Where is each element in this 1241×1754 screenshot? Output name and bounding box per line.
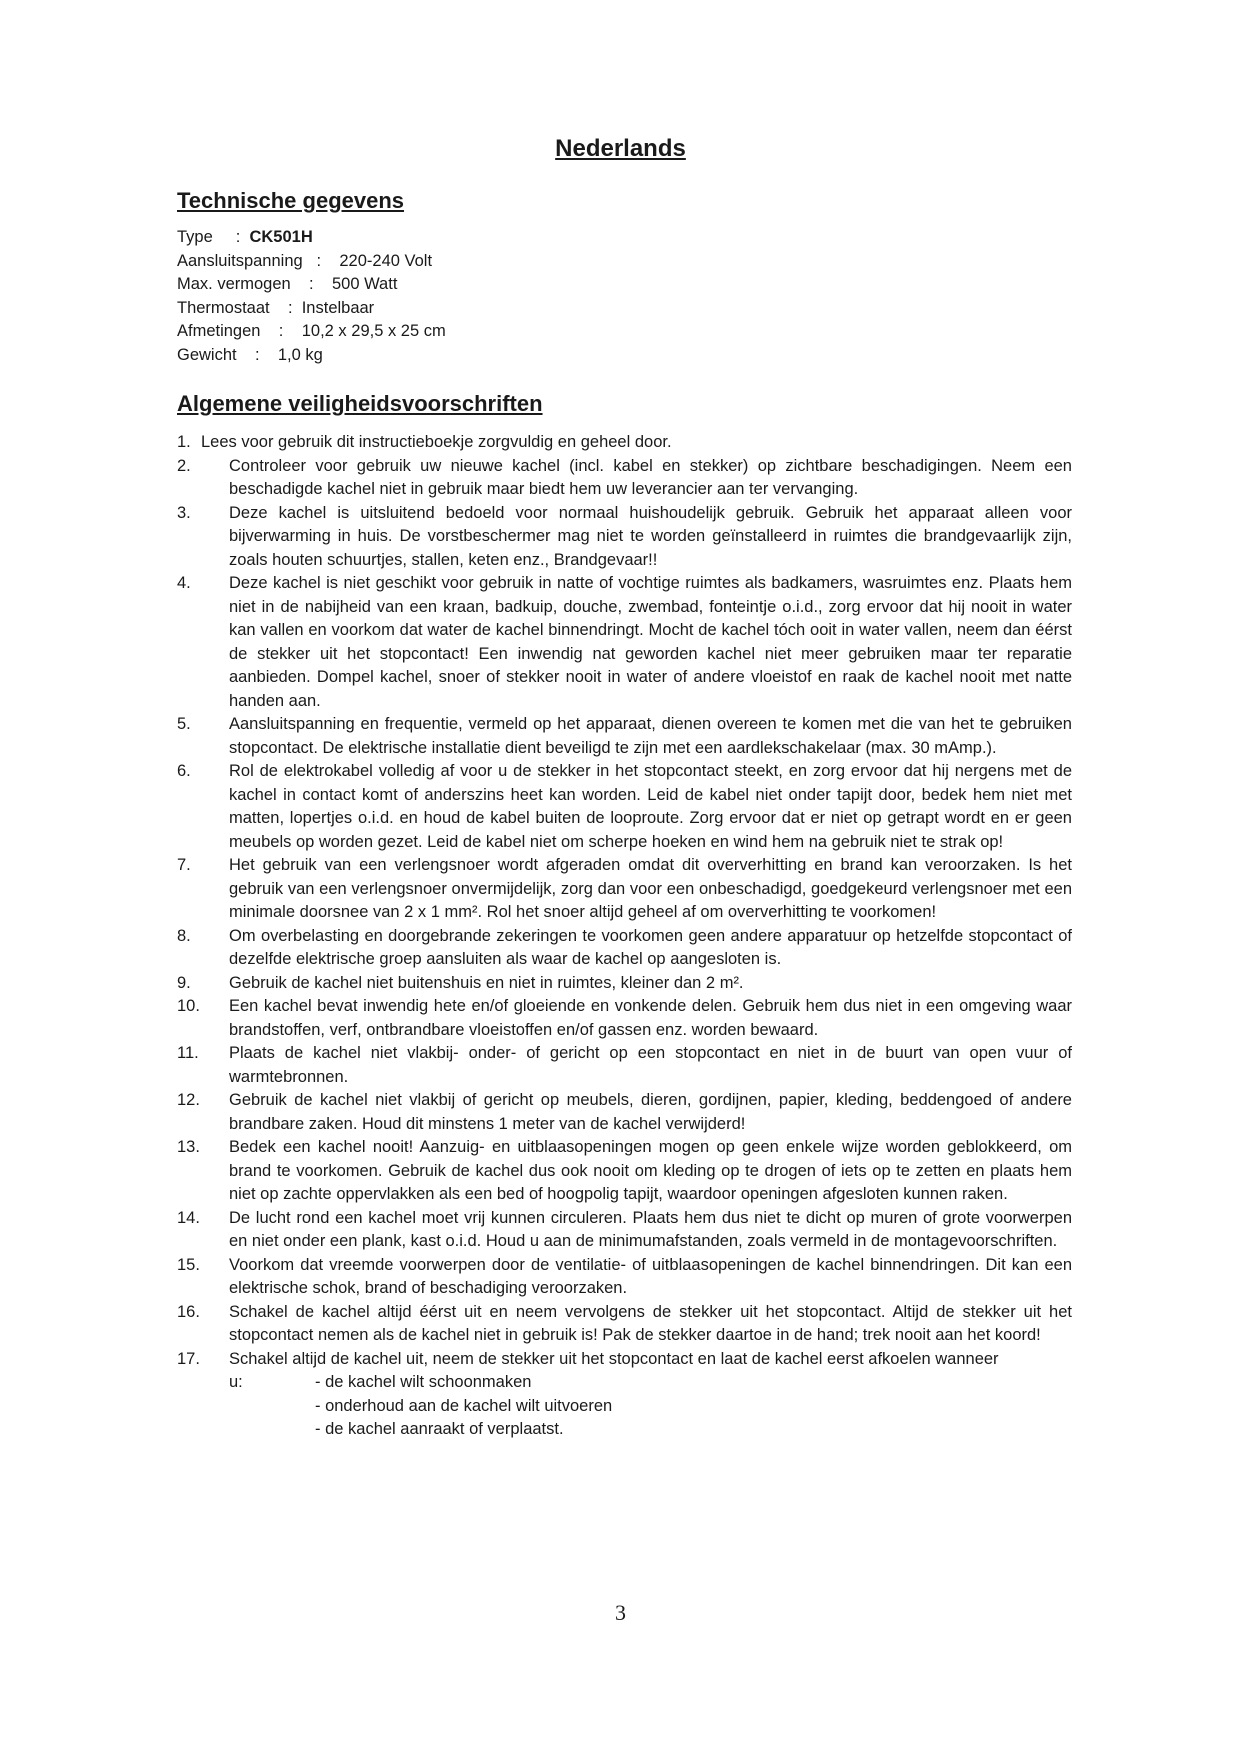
item-number: 6. — [177, 762, 191, 780]
spec-label: Afmetingen — [177, 322, 261, 340]
spec-separator: : — [302, 251, 340, 270]
tech-specs-heading: Technische gegevens — [177, 188, 405, 213]
spec-separator: : — [290, 275, 332, 293]
item-text: Voorkom dat vreemde voorwerpen door de ventilatie- of uitblaasopeningen de kachel binnendringen. Dit kan een elektrische schok, brand of beschadiging veroorzaken. — [229, 1255, 1072, 1297]
item-text: Gebruik de kachel niet buitenshuis en niet in ruimtes, kleiner dan 2 m². — [229, 973, 744, 992]
spec-separator: : — [269, 298, 302, 317]
item-17-sublist — [177, 1371, 1072, 1442]
spec-row — [177, 344, 446, 368]
item-text: Rol de elektrokabel volledig af voor u de stekker in het stopcontact steekt, en zorg ervoor dat hij nergens met de kachel in contact komt of anderszins heet kan worden. Leid de kabel niet onder tapijt door, bedek hem niet met matten, lopertjes o.i.d. en houd de kabel buiten de looproute. Zorg ervoor dat er niet op getrapt wordt en er geen meubels op worden gezet. Leid de kabel niet om scherpe hoeken en wind hem na gebruik niet te strak op! — [229, 762, 1072, 851]
spec-value: CK501H — [249, 228, 313, 246]
item-text: Het gebruik van een verlengsnoer wordt afgeraden omdat dit oververhitting en brand kan veroorzaken. Is het gebruik van een verlengsnoer onvermijdelijk, zorg dan voor een onbeschadigd, goedgekeurd verlengsnoer met een minimale doorsnee van 2 x 1 mm². Rol het snoer altijd geheel af om oververhitting te voorkomen! — [229, 856, 1072, 921]
spec-label: Max. vermogen — [177, 275, 291, 293]
spec-separator: : — [212, 228, 250, 246]
sub-lead: u: — [229, 1373, 243, 1391]
list-item — [177, 1301, 1072, 1348]
list-item — [177, 760, 1072, 854]
item-number: 3. — [177, 503, 191, 522]
sub-line: - onderhoud aan de kachel wilt uitvoeren — [315, 1396, 613, 1415]
item-text: Deze kachel is niet geschikt voor gebruik in natte of vochtige ruimtes als badkamers, wasruimtes enz. Plaats hem niet in de nabijheid van een kraan, badkuip, douche, zwembad, fonteintje o.i.d., zorg ervoor dat hij nooit in water kan vallen en voorkom dat water de kachel binnendringt. Mocht de kachel tóch ooit in water vallen, neem dan éérst de stekker uit het stopcontact! Een inwendig nat geworden kachel niet meer gebruiken maar ter reparatie aanbieden. Dompel kachel, snoer of stekker nooit in water of andere vloeistof en raak de kachel nooit met natte handen aan. — [229, 574, 1072, 710]
sub-row — [177, 1395, 1072, 1419]
item-number: 5. — [177, 715, 191, 733]
spec-value: 220-240 Volt — [339, 251, 433, 270]
item-number: 10. — [177, 997, 200, 1015]
list-item — [177, 572, 1072, 713]
list-item — [177, 713, 1072, 760]
spec-label: Aansluitspanning — [177, 251, 303, 270]
spec-label: Type — [177, 228, 213, 246]
safety-list — [177, 431, 1072, 1442]
spec-separator: : — [236, 345, 278, 364]
item-text: Schakel altijd de kachel uit, neem de stekker uit het stopcontact en laat de kachel eerst afkoelen wanneer — [229, 1349, 999, 1368]
spec-row — [177, 250, 446, 274]
list-item — [177, 995, 1072, 1042]
spec-row — [177, 320, 446, 344]
spec-label: Thermostaat — [177, 298, 270, 317]
item-number: 13. — [177, 1138, 200, 1156]
item-number: 9. — [177, 973, 191, 992]
safety-heading: Algemene veiligheidsvoorschriften — [177, 391, 543, 416]
spec-row — [177, 273, 446, 297]
item-number: 2. — [177, 456, 191, 475]
list-item — [177, 972, 1072, 996]
list-item — [177, 1042, 1072, 1089]
item-number: 15. — [177, 1255, 200, 1274]
item-number: 1. — [177, 433, 191, 451]
item-text: Om overbelasting en doorgebrande zekeringen te voorkomen geen andere apparatuur op hetzelfde stopcontact of dezelfde elektrische groep aansluiten als waar de kachel op aangesloten is. — [229, 926, 1072, 968]
item-text: Bedek een kachel nooit! Aanzuig- en uitblaasopeningen mogen op geen enkele wijze worden geblokkeerd, om brand te voorkomen. Gebruik de kachel dus ook nooit om kleding op te drogen of iets op te zetten en plaats hem niet op zachte oppervlakken als een bed of hoogpolig tapijt, waardoor openingen afgesloten kunnen raken. — [229, 1138, 1072, 1203]
list-item — [177, 431, 1072, 455]
list-item — [177, 455, 1072, 502]
item-text: Gebruik de kachel niet vlakbij of gericht op meubels, dieren, gordijnen, papier, kleding, beddengoed of andere brandbare zaken. Houd dit minstens 1 meter van de kachel verwijderd! — [229, 1091, 1072, 1133]
sub-line: - de kachel wilt schoonmaken — [315, 1373, 532, 1391]
item-text: Lees voor gebruik dit instructieboekje zorgvuldig en geheel door. — [201, 433, 672, 451]
item-text: Deze kachel is uitsluitend bedoeld voor normaal huishoudelijk gebruik. Gebruik het apparaat alleen voor bijverwarming in huis. De vorstbeschermer mag niet te worden geïnstalleerd in ruimtes die brandgevaarlijk zijn, zoals houten schuurtjes, stallen, keten enz., Brandgevaar!! — [229, 503, 1072, 569]
item-text: Schakel de kachel altijd éérst uit en neem vervolgens de stekker uit het stopcontact. Altijd de stekker uit het stopcontact nemen als de kachel niet in gebruik is! Pak de stekker daartoe in de hand; trek nooit aan het koord! — [229, 1302, 1072, 1344]
item-number: 7. — [177, 856, 191, 874]
spec-separator: : — [260, 322, 302, 340]
item-text: Aansluitspanning en frequentie, vermeld op het apparaat, dienen overeen te komen met die van het te gebruiken stopcontact. De elektrische installatie dient beveiligd te zijn met een aardlekschakelaar (max. 30 mAmp.). — [229, 715, 1072, 757]
item-number: 8. — [177, 926, 191, 945]
sub-row — [177, 1418, 1072, 1442]
item-number: 16. — [177, 1302, 200, 1321]
spec-value: Instelbaar — [301, 298, 375, 317]
list-item — [177, 1089, 1072, 1136]
item-number: 14. — [177, 1208, 200, 1227]
spec-value: 10,2 x 29,5 x 25 cm — [301, 322, 446, 340]
sub-line: - de kachel aanraakt of verplaatst. — [315, 1420, 564, 1438]
spec-row — [177, 226, 446, 250]
list-item — [177, 1254, 1072, 1301]
item-text: Een kachel bevat inwendig hete en/of gloeiende en vonkende delen. Gebruik hem dus niet in een omgeving waar brandstoffen, verf, ontbrandbare vloeistoffen en/of gassen enz. worden bewaard. — [229, 997, 1072, 1039]
spec-row — [177, 297, 446, 321]
sub-row — [177, 1371, 1072, 1395]
list-item — [177, 854, 1072, 925]
item-text: Controleer voor gebruik uw nieuwe kachel (incl. kabel en stekker) op zichtbare beschadigingen. Neem een beschadigde kachel niet in gebruik maar biedt hem uw leverancier aan ter vervanging. — [229, 456, 1072, 498]
language-heading — [0, 135, 1241, 163]
language-heading-text: Nederlands — [555, 135, 686, 162]
list-item — [177, 502, 1072, 573]
spec-label: Gewicht — [177, 345, 237, 364]
spec-value: 1,0 kg — [277, 345, 323, 364]
list-item — [177, 1207, 1072, 1254]
list-item — [177, 1136, 1072, 1207]
item-number: 17. — [177, 1349, 200, 1368]
item-number: 12. — [177, 1091, 200, 1109]
list-item — [177, 1348, 1072, 1372]
item-number: 11. — [177, 1044, 199, 1062]
item-text: Plaats de kachel niet vlakbij- onder- of gericht op een stopcontact en niet in de buurt van open vuur of warmtebronnen. — [229, 1044, 1072, 1086]
item-number: 4. — [177, 574, 191, 592]
list-item — [177, 925, 1072, 972]
item-text: De lucht rond een kachel moet vrij kunnen circuleren. Plaats hem dus niet te dicht op muren of grote voorwerpen en niet onder een plank, kast o.i.d. Houd u aan de minimumafstanden, zoals vermeld in de montagevoorschriften. — [229, 1208, 1072, 1250]
spec-value: 500 Watt — [331, 275, 398, 293]
tech-specs-list — [177, 226, 446, 367]
page-number: 3 — [615, 1600, 626, 1625]
